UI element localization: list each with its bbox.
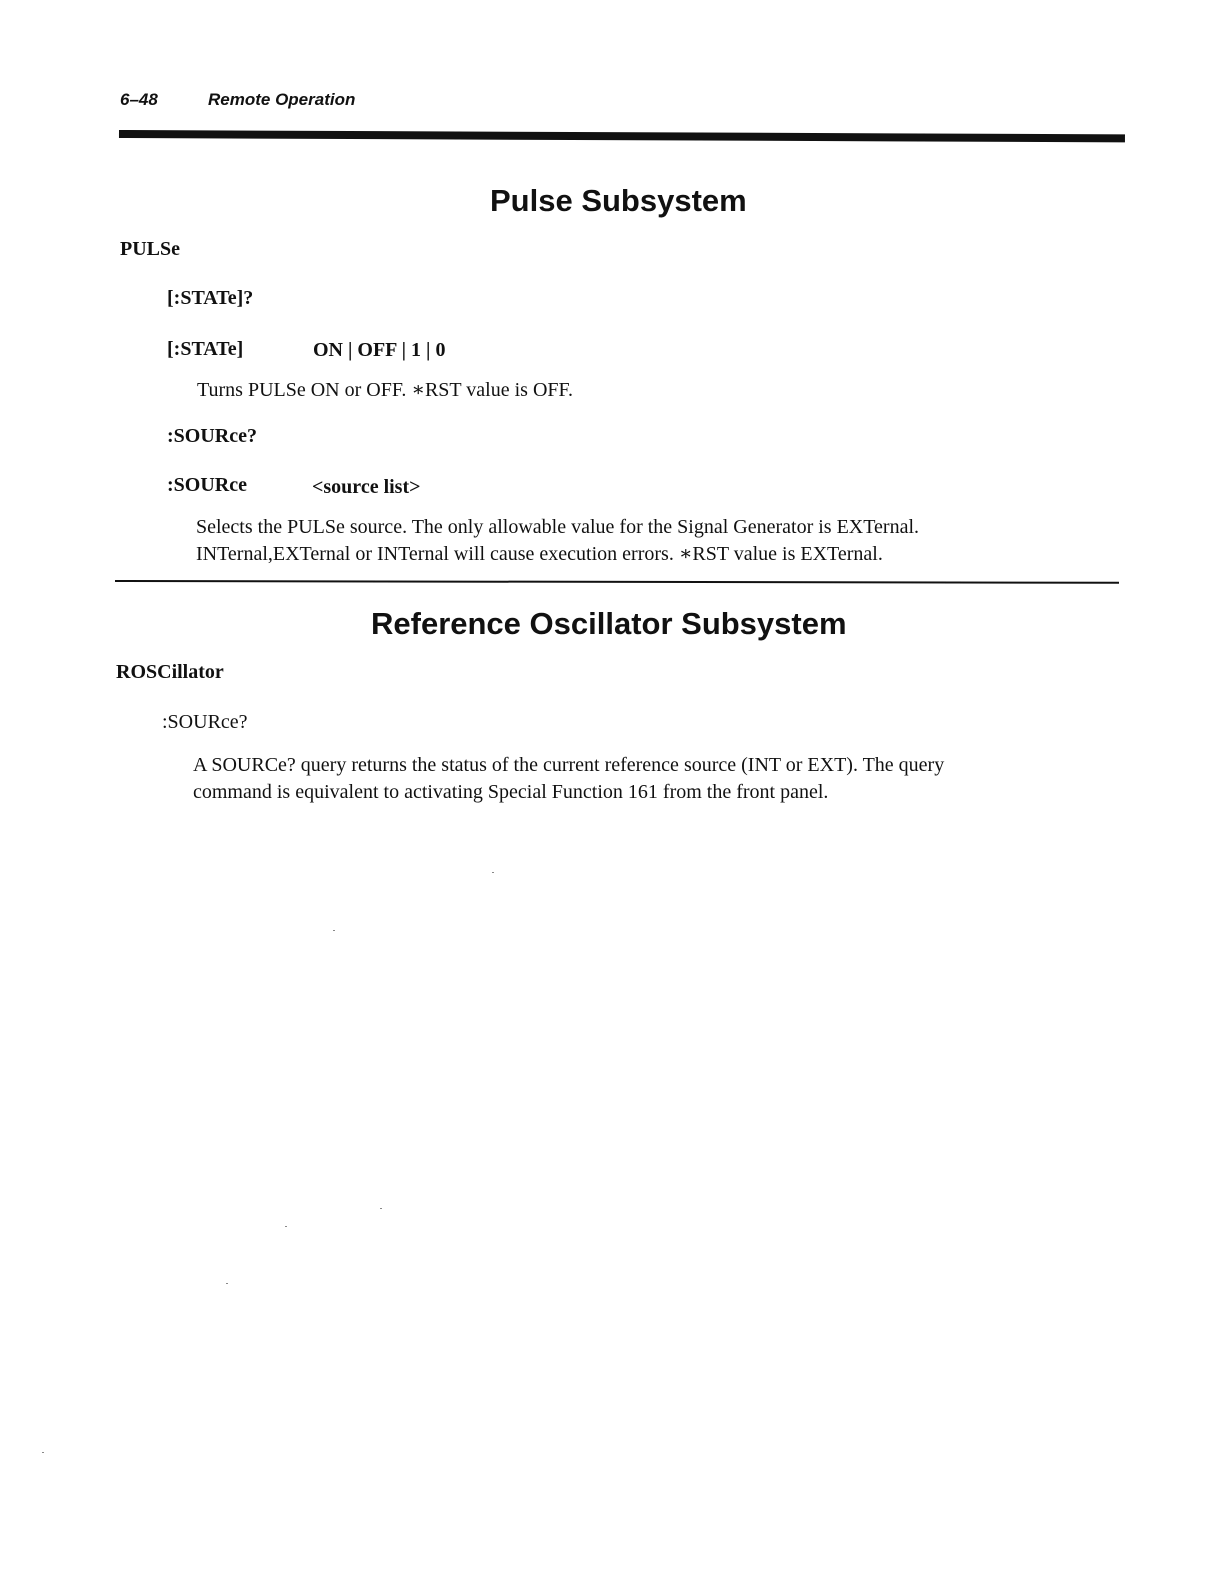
running-header <box>120 90 355 110</box>
scan-speck <box>333 930 335 931</box>
pulse-source-cmd-name: :SOURce <box>167 474 247 496</box>
pulse-source-description-line1: Selects the PULSe source. The only allowable value for the Signal Generator is EXTernal. <box>196 516 920 538</box>
pulse-source-args: <source list> <box>312 476 421 498</box>
section-divider <box>115 580 1119 584</box>
scan-speck <box>42 1452 44 1453</box>
pulse-state-args: ON | OFF | 1 | 0 <box>313 339 446 361</box>
rosc-description-line2: command is equivalent to activating Special Function 161 from the front panel. <box>193 781 829 803</box>
rosc-group-name: ROSCillator <box>116 661 224 683</box>
scan-speck <box>226 1283 228 1284</box>
scan-speck <box>380 1208 382 1209</box>
pulse-state-description: Turns PULSe ON or OFF. ∗RST value is OFF. <box>197 379 574 401</box>
rosc-section-title: Reference Oscillator Subsystem <box>371 606 847 641</box>
rosc-source-query: :SOURce? <box>162 711 248 733</box>
pulse-source-query: :SOURce? <box>167 425 257 447</box>
pulse-section-title: Pulse Subsystem <box>490 183 747 218</box>
header-rule <box>119 130 1125 142</box>
pulse-state-command <box>167 338 243 361</box>
scan-speck <box>285 1226 287 1227</box>
scan-speck <box>492 872 494 873</box>
chapter-title: Remote Operation <box>208 90 356 109</box>
pulse-group-name: PULSe <box>120 238 180 260</box>
pulse-state-cmd-name: [:STATe] <box>167 338 244 360</box>
rosc-description-line1: A SOURCe? query returns the status of the current reference source (INT or EXT). The query <box>193 754 945 776</box>
pulse-state-query: [:STATe]? <box>167 287 254 309</box>
pulse-source-description-line2: INTernal,EXTernal or INTernal will cause execution errors. ∗RST value is EXTernal. <box>196 543 883 565</box>
page-number: 6–48 <box>120 90 158 109</box>
